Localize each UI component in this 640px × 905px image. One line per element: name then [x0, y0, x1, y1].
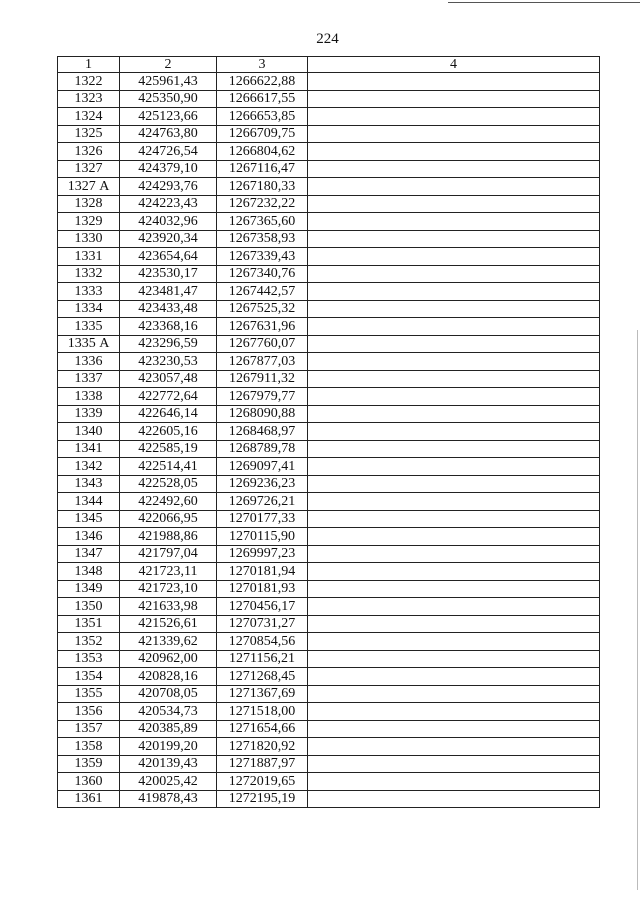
y-coordinate-cell: 1268468,97 — [217, 423, 308, 441]
x-coordinate-cell: 424726,54 — [120, 143, 217, 161]
x-coordinate-cell: 423920,34 — [120, 230, 217, 248]
y-coordinate-cell: 1270854,56 — [217, 633, 308, 651]
x-coordinate-cell: 423481,47 — [120, 283, 217, 301]
x-coordinate-cell: 423057,48 — [120, 370, 217, 388]
table-row — [58, 598, 600, 616]
point-number-cell: 1350 — [58, 598, 120, 616]
y-coordinate-cell: 1271268,45 — [217, 668, 308, 686]
x-coordinate-cell: 421797,04 — [120, 545, 217, 563]
point-number-cell: 1323 — [58, 90, 120, 108]
y-coordinate-cell: 1272195,19 — [217, 790, 308, 808]
note-cell — [308, 598, 600, 616]
note-cell — [308, 738, 600, 756]
y-coordinate-cell: 1267979,77 — [217, 388, 308, 406]
x-coordinate-cell: 424032,96 — [120, 213, 217, 231]
point-number-cell: 1340 — [58, 423, 120, 441]
note-cell — [308, 283, 600, 301]
x-coordinate-cell: 423654,64 — [120, 248, 217, 266]
point-number-cell: 1348 — [58, 563, 120, 581]
x-coordinate-cell: 420962,00 — [120, 650, 217, 668]
table-row — [58, 773, 600, 791]
x-coordinate-cell: 425123,66 — [120, 108, 217, 126]
note-cell — [308, 353, 600, 371]
point-number-cell: 1325 — [58, 125, 120, 143]
y-coordinate-cell: 1267365,60 — [217, 213, 308, 231]
note-cell — [308, 703, 600, 721]
table-row — [58, 160, 600, 178]
y-coordinate-cell: 1267340,76 — [217, 265, 308, 283]
y-coordinate-cell: 1271820,92 — [217, 738, 308, 756]
y-coordinate-cell: 1271518,00 — [217, 703, 308, 721]
table-row — [58, 668, 600, 686]
x-coordinate-cell: 424763,80 — [120, 125, 217, 143]
point-number-cell: 1355 — [58, 685, 120, 703]
point-number-cell: 1359 — [58, 755, 120, 773]
table-row — [58, 440, 600, 458]
y-coordinate-cell: 1271156,21 — [217, 650, 308, 668]
point-number-cell: 1352 — [58, 633, 120, 651]
point-number-cell: 1361 — [58, 790, 120, 808]
note-cell — [308, 423, 600, 441]
x-coordinate-cell: 420708,05 — [120, 685, 217, 703]
note-cell — [308, 650, 600, 668]
table-row — [58, 90, 600, 108]
coordinates-table — [57, 56, 600, 808]
point-number-cell: 1346 — [58, 528, 120, 546]
column-header: 3 — [217, 57, 308, 73]
table-row — [58, 405, 600, 423]
column-header: 2 — [120, 57, 217, 73]
x-coordinate-cell: 419878,43 — [120, 790, 217, 808]
y-coordinate-cell: 1267339,43 — [217, 248, 308, 266]
table-row — [58, 423, 600, 441]
table-row — [58, 755, 600, 773]
y-coordinate-cell: 1270177,33 — [217, 510, 308, 528]
y-coordinate-cell: 1267116,47 — [217, 160, 308, 178]
note-cell — [308, 440, 600, 458]
note-cell — [308, 790, 600, 808]
y-coordinate-cell: 1267180,33 — [217, 178, 308, 196]
note-cell — [308, 580, 600, 598]
point-number-cell: 1337 — [58, 370, 120, 388]
table-row — [58, 738, 600, 756]
table-row — [58, 265, 600, 283]
note-cell — [308, 615, 600, 633]
table-row — [58, 790, 600, 808]
x-coordinate-cell: 421723,10 — [120, 580, 217, 598]
point-number-cell: 1342 — [58, 458, 120, 476]
y-coordinate-cell: 1270731,27 — [217, 615, 308, 633]
y-coordinate-cell: 1266653,85 — [217, 108, 308, 126]
note-cell — [308, 493, 600, 511]
note-cell — [308, 265, 600, 283]
x-coordinate-cell: 421633,98 — [120, 598, 217, 616]
note-cell — [308, 633, 600, 651]
x-coordinate-cell: 420025,42 — [120, 773, 217, 791]
x-coordinate-cell: 420534,73 — [120, 703, 217, 721]
y-coordinate-cell: 1267760,07 — [217, 335, 308, 353]
x-coordinate-cell: 420828,16 — [120, 668, 217, 686]
point-number-cell: 1328 — [58, 195, 120, 213]
table-row — [58, 335, 600, 353]
note-cell — [308, 213, 600, 231]
point-number-cell: 1358 — [58, 738, 120, 756]
x-coordinate-cell: 422514,41 — [120, 458, 217, 476]
x-coordinate-cell: 424223,43 — [120, 195, 217, 213]
y-coordinate-cell: 1270181,94 — [217, 563, 308, 581]
table-row — [58, 370, 600, 388]
y-coordinate-cell: 1268090,88 — [217, 405, 308, 423]
x-coordinate-cell: 420199,20 — [120, 738, 217, 756]
point-number-cell: 1360 — [58, 773, 120, 791]
table-row — [58, 650, 600, 668]
point-number-cell: 1353 — [58, 650, 120, 668]
y-coordinate-cell: 1267911,32 — [217, 370, 308, 388]
point-number-cell: 1356 — [58, 703, 120, 721]
note-cell — [308, 195, 600, 213]
table-row — [58, 125, 600, 143]
y-coordinate-cell: 1266622,88 — [217, 73, 308, 91]
table-header-row — [58, 57, 600, 73]
y-coordinate-cell: 1271654,66 — [217, 720, 308, 738]
point-number-cell: 1357 — [58, 720, 120, 738]
y-coordinate-cell: 1267232,22 — [217, 195, 308, 213]
note-cell — [308, 230, 600, 248]
point-number-cell: 1335 — [58, 318, 120, 336]
y-coordinate-cell: 1267358,93 — [217, 230, 308, 248]
table-row — [58, 545, 600, 563]
table-row — [58, 615, 600, 633]
table-row — [58, 720, 600, 738]
point-number-cell: 1324 — [58, 108, 120, 126]
y-coordinate-cell: 1267631,96 — [217, 318, 308, 336]
y-coordinate-cell: 1269097,41 — [217, 458, 308, 476]
point-number-cell: 1333 — [58, 283, 120, 301]
y-coordinate-cell: 1272019,65 — [217, 773, 308, 791]
point-number-cell: 1334 — [58, 300, 120, 318]
note-cell — [308, 108, 600, 126]
x-coordinate-cell: 421723,11 — [120, 563, 217, 581]
x-coordinate-cell: 422646,14 — [120, 405, 217, 423]
table-row — [58, 510, 600, 528]
note-cell — [308, 720, 600, 738]
x-coordinate-cell: 425350,90 — [120, 90, 217, 108]
point-number-cell: 1339 — [58, 405, 120, 423]
x-coordinate-cell: 422605,16 — [120, 423, 217, 441]
x-coordinate-cell: 420139,43 — [120, 755, 217, 773]
note-cell — [308, 370, 600, 388]
table-row — [58, 195, 600, 213]
note-cell — [308, 773, 600, 791]
table-row — [58, 703, 600, 721]
point-number-cell: 1330 — [58, 230, 120, 248]
y-coordinate-cell: 1267525,32 — [217, 300, 308, 318]
table-row — [58, 528, 600, 546]
note-cell — [308, 160, 600, 178]
point-number-cell: 1349 — [58, 580, 120, 598]
scan-edge-line — [637, 330, 638, 890]
point-number-cell: 1326 — [58, 143, 120, 161]
table-row — [58, 475, 600, 493]
note-cell — [308, 388, 600, 406]
point-number-cell: 1327 А — [58, 178, 120, 196]
table-row — [58, 493, 600, 511]
x-coordinate-cell: 421339,62 — [120, 633, 217, 651]
x-coordinate-cell: 422772,64 — [120, 388, 217, 406]
x-coordinate-cell: 423296,59 — [120, 335, 217, 353]
note-cell — [308, 318, 600, 336]
y-coordinate-cell: 1269997,23 — [217, 545, 308, 563]
column-header: 1 — [58, 57, 120, 73]
table-row — [58, 685, 600, 703]
y-coordinate-cell: 1271887,97 — [217, 755, 308, 773]
x-coordinate-cell: 421988,86 — [120, 528, 217, 546]
column-header: 4 — [308, 57, 600, 73]
y-coordinate-cell: 1266804,62 — [217, 143, 308, 161]
table-row — [58, 108, 600, 126]
y-coordinate-cell: 1270181,93 — [217, 580, 308, 598]
note-cell — [308, 510, 600, 528]
x-coordinate-cell: 423433,48 — [120, 300, 217, 318]
table-body — [58, 73, 600, 808]
point-number-cell: 1351 — [58, 615, 120, 633]
x-coordinate-cell: 420385,89 — [120, 720, 217, 738]
x-coordinate-cell: 421526,61 — [120, 615, 217, 633]
note-cell — [308, 563, 600, 581]
table-row — [58, 318, 600, 336]
x-coordinate-cell: 424293,76 — [120, 178, 217, 196]
note-cell — [308, 668, 600, 686]
y-coordinate-cell: 1267877,03 — [217, 353, 308, 371]
table-row — [58, 213, 600, 231]
x-coordinate-cell: 422528,05 — [120, 475, 217, 493]
note-cell — [308, 405, 600, 423]
note-cell — [308, 143, 600, 161]
table-row — [58, 248, 600, 266]
point-number-cell: 1335 А — [58, 335, 120, 353]
point-number-cell: 1341 — [58, 440, 120, 458]
y-coordinate-cell: 1270456,17 — [217, 598, 308, 616]
note-cell — [308, 178, 600, 196]
x-coordinate-cell: 423368,16 — [120, 318, 217, 336]
point-number-cell: 1331 — [58, 248, 120, 266]
page-number: 224 — [316, 31, 339, 47]
note-cell — [308, 685, 600, 703]
note-cell — [308, 528, 600, 546]
y-coordinate-cell: 1269726,21 — [217, 493, 308, 511]
point-number-cell: 1354 — [58, 668, 120, 686]
table-row — [58, 73, 600, 91]
y-coordinate-cell: 1269236,23 — [217, 475, 308, 493]
note-cell — [308, 90, 600, 108]
table-row — [58, 143, 600, 161]
y-coordinate-cell: 1270115,90 — [217, 528, 308, 546]
y-coordinate-cell: 1268789,78 — [217, 440, 308, 458]
note-cell — [308, 248, 600, 266]
note-cell — [308, 73, 600, 91]
y-coordinate-cell: 1271367,69 — [217, 685, 308, 703]
table-row — [58, 230, 600, 248]
table-row — [58, 580, 600, 598]
x-coordinate-cell: 423230,53 — [120, 353, 217, 371]
point-number-cell: 1345 — [58, 510, 120, 528]
note-cell — [308, 475, 600, 493]
point-number-cell: 1343 — [58, 475, 120, 493]
x-coordinate-cell: 425961,43 — [120, 73, 217, 91]
table-row — [58, 283, 600, 301]
table-row — [58, 178, 600, 196]
x-coordinate-cell: 422585,19 — [120, 440, 217, 458]
point-number-cell: 1336 — [58, 353, 120, 371]
table-row — [58, 388, 600, 406]
x-coordinate-cell: 422492,60 — [120, 493, 217, 511]
note-cell — [308, 755, 600, 773]
point-number-cell: 1322 — [58, 73, 120, 91]
table-row — [58, 633, 600, 651]
note-cell — [308, 335, 600, 353]
point-number-cell: 1327 — [58, 160, 120, 178]
point-number-cell: 1344 — [58, 493, 120, 511]
table-row — [58, 458, 600, 476]
table-row — [58, 563, 600, 581]
note-cell — [308, 125, 600, 143]
x-coordinate-cell: 423530,17 — [120, 265, 217, 283]
table-row — [58, 353, 600, 371]
y-coordinate-cell: 1266709,75 — [217, 125, 308, 143]
y-coordinate-cell: 1267442,57 — [217, 283, 308, 301]
point-number-cell: 1329 — [58, 213, 120, 231]
point-number-cell: 1338 — [58, 388, 120, 406]
table-row — [58, 300, 600, 318]
scan-edge-line — [448, 2, 640, 3]
point-number-cell: 1332 — [58, 265, 120, 283]
note-cell — [308, 545, 600, 563]
y-coordinate-cell: 1266617,55 — [217, 90, 308, 108]
x-coordinate-cell: 422066,95 — [120, 510, 217, 528]
note-cell — [308, 300, 600, 318]
x-coordinate-cell: 424379,10 — [120, 160, 217, 178]
note-cell — [308, 458, 600, 476]
point-number-cell: 1347 — [58, 545, 120, 563]
